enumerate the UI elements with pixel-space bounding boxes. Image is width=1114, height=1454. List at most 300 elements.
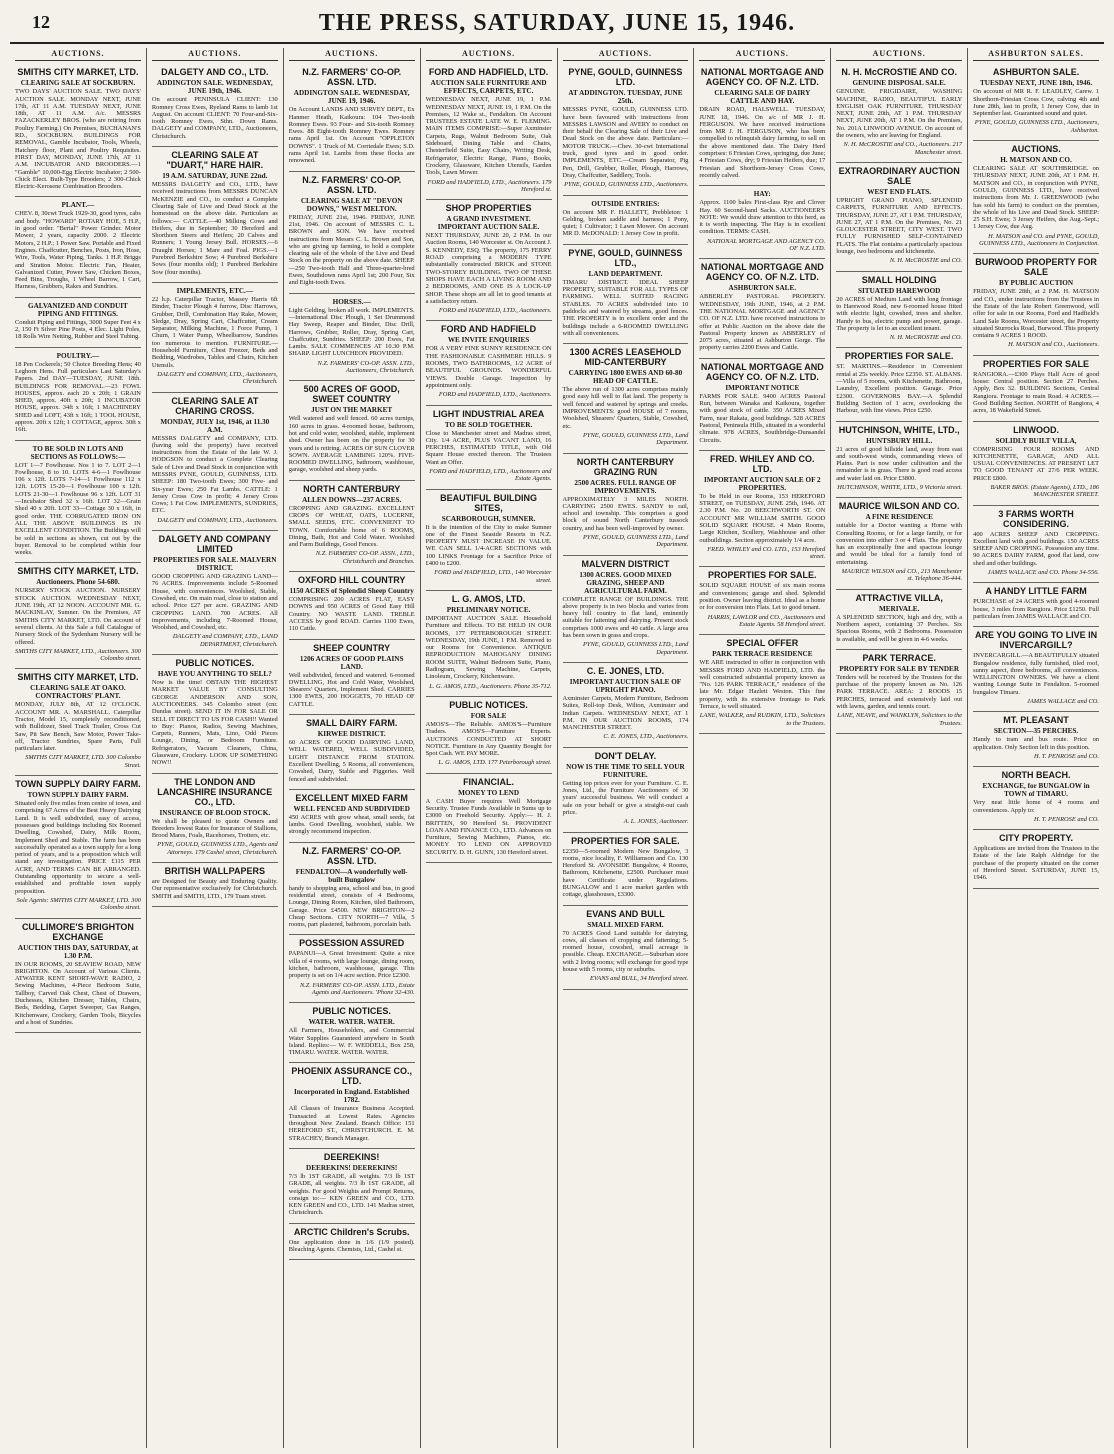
ad-body: All Classes of Insurance Business Accepted. Transacted at Lowest Rates. Agencies throughout New Zealand. Branch Office: 151 HEREFORD ST., CHRISTCHURCH. E. M. STRACHEY, Branch Manager. <box>288 1105 415 1142</box>
ad-title: A HANDY LITTLE FARM <box>985 586 1087 597</box>
ad-subtitle: BY PUBLIC AUCTION <box>999 279 1074 288</box>
ad-title: EXCELLENT MIXED FARM <box>295 792 408 803</box>
ad-body: GENUINE FRIGIDAIRE, WASHING MACHINE, RADIO, BEAUTIFUL EARLY ENGLISH OAK FURNITURE. THURSDAY NEXT, JUNE 20th, AT 1 P.M. THURSDAY NEXT, JUNE 20th, AT 1 P.M. On the Premises, No. 201A LINWOOD AVENUE. On account of the owners, who are leaving for England. <box>836 88 963 140</box>
ad-body: 7/3 lb 1ST GRADE, all weights. 7/3 lb 1ST GRADE, all weights. 7/3 lb 1ST GRADE, all weights. For good Weights and Prompt Returns, consign to:— KEN GREEN and CO., LTD. KEN GREEN and CO., LTD. 141 Madras street, Christchurch. <box>288 1172 415 1217</box>
ad-title: MALVERN DISTRICT <box>581 558 670 569</box>
classified-ad <box>836 272 962 349</box>
classified-ad <box>836 348 962 421</box>
classified-ad <box>15 441 141 564</box>
ad-subtitle: MONDAY, JULY 1st, 1946, at 11.30 A.M. <box>160 417 270 434</box>
classified-ad <box>973 422 1099 506</box>
classified-ad <box>289 1149 415 1224</box>
ad-signature: FORD and HADFIELD, LTD., Auctioneers. <box>438 307 552 315</box>
ad-subtitle: INSURANCE OF BLOOD STOCK. <box>159 808 271 817</box>
ad-body: NURSERY STOCK AUCTION. NURSERY STOCK AUCTION. WEDNESDAY NEXT, JUNE 19th, AT 12 NOON. ACCOUNT MR. G. MACKINLAY, Sumner. On the Premises, AT SMITHS CITY MARKET, LTD. On account of several clients. At this Sale a full Catalogue of Nursery Stock of the Sydenham Nursery will be offered. <box>15 587 141 646</box>
ad-body: DRAIN ROAD, HALSWELL. TUESDAY, JUNE 18, 1946. On a/c of MR J. H. FERGUSON. We have received instructions from MR J. H. FERGUSON, who has been compelled to relinquish dairy farming, to sell on the above mentioned date. The Dairy Herd comprises: 6 Friesian Cows, springing, due June; 4 Friesian Cows, dry; 9 Friesian Heifers, due; 17 Friesian and Shorthorn-Jersey Cross Cows, recently calved. <box>699 106 826 179</box>
ad-subtitle: AUCTION SALE FURNITURE AND EFFECTS, CARPETS, ETC. <box>430 79 547 96</box>
classified-ad <box>699 64 825 186</box>
ad-signature: SMITHS CITY MARKET, LTD. 300 Colombo Street. <box>25 754 141 769</box>
classified-ad <box>699 186 825 259</box>
ad-signature: N. H. McCROSTIE and CO. <box>889 334 963 342</box>
ad-body: SOLID SQUARE HOUSE of six main rooms and conveniences; garage and shed. Splendid position. Owner leaving district. Ideal as a home or for conversion into Flats. Let to good tenant. <box>699 582 826 612</box>
ad-body: INVERCARGILL.—A BEAUTIFULLY situated Bungalow residence, fully furnished, tiled roof, sunny aspect, three bedrooms, all conveniences. WELLINGTON OWNERS. We have a client wanting Lounge Suite in Fendalton. 5-roomed bungalow Timaru. <box>973 652 1099 696</box>
classified-ad <box>973 141 1099 254</box>
ad-signature: FORD and HADFIELD, LTD., Auctioneers. <box>438 391 552 399</box>
ad-subtitle: TO BE SOLD TOGETHER. <box>444 420 533 429</box>
ad-body: CHEV. 8, 30cwt Truck 1929-30, good tyres, cabs and body. "HOWARD" ROTARY HOE, 5 H.P., in good order. "Bertal" Power Grinder. Motor Mower, 2 years, capacity 2000. 2 Electric Motors, 2 H.P.; 1 Power Saw. Portable and Fixed Engines. Chaffcutter, Benches, Posts, Iron, Hose, Wire, Tools, Water Piping, Tanks. 1 H.P. Briggs and Stratton Motor. Electric Fan, Heater, Galvanized Cutter, Power Saw, Chicken Boxes, Feed Bins, Troughs, 1 Wheel Barrow, 1 Cart, Harness, Grubbers, Rakes and Sundries. <box>15 210 141 291</box>
ad-signature: DALGETY and COMPANY, LTD., Auctioneers, Christchurch. <box>157 370 278 386</box>
ad-subtitle: A FINE RESIDENCE <box>865 513 933 522</box>
ad-title: DALGETY AND CO., LTD. <box>161 67 269 78</box>
classified-ad <box>836 64 962 163</box>
column-8 <box>968 48 1104 1448</box>
ad-signature: FRED. WHILEY and CO. LTD., 153 Hereford street. <box>707 545 826 561</box>
ad-title: NORTH CANTERBURY GRAZING RUN <box>576 456 675 477</box>
masthead <box>10 8 1104 44</box>
ad-subtitle: TOWN SUPPLY DAIRY FARM. <box>27 791 129 800</box>
ad-title: THE LONDON AND LANCASHIRE INSURANCE CO., LTD. <box>157 776 273 807</box>
ad-subtitle: NOW IS THE TIME TO SELL YOUR FURNITURE. <box>566 762 685 779</box>
classified-ad <box>289 715 415 790</box>
classified-ad <box>289 1003 415 1063</box>
ad-subtitle: IMPLEMENTS, ETC.— <box>176 286 254 295</box>
ad-subtitle: CLEARING SALE OF DAIRY CATTLE AND HAY. <box>714 89 811 106</box>
ad-body: It is the intention of the City to make Sumner one of the Finest Seaside Resorts in N.Z. PROPERTY MUST INCREASE IN VALUE. WE CAN SELL 1/4-ACRE SECTIONS with 100 LINKS Frontage for a Sacrifice Price of £400 to £200. <box>425 523 552 568</box>
ad-title: SHEEP COUNTRY <box>313 642 391 653</box>
classified-ad <box>15 298 141 348</box>
ad-subtitle: AUCTION THIS DAY, SATURDAY, at 1.30 P.M. <box>17 943 138 960</box>
ad-signature: N.Z. FARMERS' CO-OP. ASSN. LTD., Auctioneers, Christchurch. <box>317 359 415 375</box>
ad-body: A SPLENDID SECTION, high and dry, with a Northern aspect, containing 37 Perches. Six Spacious Rooms, with 2 Bedrooms. Possession is available, and will be given in 4-6 weeks. <box>836 613 963 643</box>
ad-body: 450 ACRES with grow wheat, small seeds, fat lambs. Good Dwelling, woolshed, stable. We strongly recommend inspection. <box>288 813 415 836</box>
ad-body: 21 acres of good hillside land, away from east and south-west winds, commanding views of Plains. Part is now under cultivation and the remainder is in grass. There is good road access and water laid on. Price £3800. <box>836 445 963 482</box>
ad-title: LIGHT INDUSTRIAL AREA <box>432 408 545 419</box>
ad-body: PAPANUI—A Great Investment: Quite a nice villa of 4 rooms, with large lounge, dining room, kitchen, bathroom, washhouse, garage. This property is set on 1/4 acre section. Price £2300. <box>288 950 415 980</box>
ad-body: Light Gelding, broken all work. IMPLEMENTS.—International Disc Plough, 1 Set Drummond Hay Sweep, Reaper and Binder, Disc Drill, Harrows, Grubber, Roller, Dray, Spring Cart, Chaffcutter, Sundries. SHEEP: 200 Ewes, Fat Lambs. SALE COMMENCES AT 10.30 P.M. SHARP. LIGHT LUNCHEON PROVIDED. <box>288 306 415 358</box>
column-7 <box>831 48 968 1448</box>
ad-title: N.Z. FARMERS' CO-OP. ASSN. LTD. <box>302 67 402 88</box>
ad-subtitle: Incorporated in England. Established 1782. <box>293 1088 410 1105</box>
ad-title: SHOP PROPERTIES <box>445 203 532 214</box>
ad-body: Situated only five miles from centre of town, and comprising 67 Acres of the Best Heavy Dairying Land. It is well subdivided, easy of access, possesses good buildings including Six Roomed Dwelling, Cowshed, Dairy, Milk Room, Implement Shed and Stable. The farm has been successfully operated as a town supply for a long period of years, and is a proposition which will stand any investigation. PRICE £115 PER ACRE, AND TERMS CAN BE ARRANGED. Outstanding opportunity to secure a well-established and profitable town supply proposition. <box>15 800 141 895</box>
classified-ad <box>973 254 1099 355</box>
classified-ad <box>289 381 415 480</box>
classified-ad <box>973 712 1099 767</box>
ad-title: ASHBURTON SALE. <box>992 67 1080 78</box>
classified-ad <box>563 64 689 195</box>
ad-body: Very neat little home of 4 rooms and conveniences. Apply to: <box>973 799 1099 814</box>
ad-title: FORD AND HADFIELD <box>440 324 537 335</box>
ad-subtitle: SECTION—35 PERCHES. <box>993 727 1079 736</box>
ad-body: AMOS'S—The Reliable. AMOS'S—Furniture Traders. AMOS'S—Furniture Experts. AUCTIONS CONDUCTED AT SHORT NOTICE. Furniture in Any Quantity Bought for Spot Cash. WE PAY MORE. <box>425 720 552 758</box>
ad-body: IN OUR ROOMS, 20 SEAVIEW ROAD, NEW BRIGHTON. On Account of Various Clients. ATWATER KENT SHORT-WAVE RADIO, 2 Sewing Machines, 4-Piece Bedroom Suite, Tallboy, Carved Oak Chest, Chest of Drawers, Duchesses, Kitchen Dresser, Tables, Chairs, Beds, Bedding, Carpet Sweeper, Gas Ranges, Kitchenware, Crockery, Garden Tools, Bicycles and a host of Sundries. <box>15 960 141 1026</box>
classified-ad <box>563 556 689 663</box>
ad-body: LOT 1—7 Fowlhouse. Nos 1 to 7. LOT 2—1 Fowlhouse, 8 to 10. LOTS 4-6—1 Fowlhouse 106 x 12ft. LOTS 7-14—1 Fowlhouse 112 x 12ft. LOTS 15-20—1 Fowlhouse 100 x 12ft. LOTS 21-30—1 Fowlhouse 96 x 12ft. LOT 31—Incubator Shed 32 x 16ft. LOT 32—Grain Shed 40 x 20ft. LOT 33—Cottage 30 x 16ft, in good order. THE CORRUGATED IRON ON ALL THE ABOVE BUILDINGS IS IN EXCELLENT CONDITION. The Buildings will be sold in sections as shown, cut out by the buyer. Removal to be completed within four weeks. <box>15 461 141 557</box>
ad-body: COMPRISING FOUR ROOMS AND KITCHENETTE, GARAGE, AND ALL USUAL CONVENIENCES. AT PRESENT LET TO GOOD TENANT AT 27/6 PER WEEK. PRICE £800. <box>973 445 1099 482</box>
ad-body: Close to Manchester street and Madras street, City. 1/4 ACRE, PLUS VACANT LAND, 16 PERCHES, ESTIMATED TITLE, with Old Square House erected thereon. The Trustees Want an Offer. <box>425 429 552 466</box>
ad-body: IMPORTANT AUCTION SALE. Household Furniture and Effects. TO BE HELD IN OUR ROOMS, 177 PETERBOROUGH STREET. WEDNESDAY, 19th JUNE, 1 P.M. Removed to our Rooms for Convenience. ANTIQUE REPRODUCTION MAHOGANY DINING ROOM SUITE, Walnut Bedroom Suite, Piano, Radiogram, Sewing Machine, Carpets, Linoleum, Crockery, Kitchenware. <box>425 614 552 681</box>
ad-body: 20 ACRES of Medium Land with long frontage to Harewood Road, new 6-roomed house fitted with electric light, cowshed, trees and shelter. Handy to bus, electric pump and power, garage. The property is let to an excellent tenant. <box>836 295 963 332</box>
ad-title: DALGETY AND COMPANY LIMITED <box>158 534 271 555</box>
ad-subtitle: SITUATED HAREWOOD <box>858 286 941 295</box>
classified-ad <box>836 498 962 589</box>
ad-signature: N. H. McCROSTIE and CO. <box>889 257 963 265</box>
ad-body: Conduit Piping and Fittings, 3000 Super Feet 4 x 2, 150 Ft Silver Pine Posts, 4 Elec. Light Poles, 18 Rolls Wire Netting, Rubber and Steel Tubing. <box>15 318 141 341</box>
ad-signature: NATIONAL MORTGAGE AND AGENCY CO. OF N.Z. LTD. <box>707 237 826 253</box>
ad-title: NORTH CANTERBURY <box>303 483 401 494</box>
ad-subtitle: HAY: <box>753 190 771 199</box>
ad-body: Approx. 1100 bales First-class Rye and Clover Hay. 60 Second-hand Sacks. AUCTIONEER'S NOTE: We would draw attention to this herd, as it is worth inspecting. The Hay is in excellent condition. TERMS: CASH. <box>699 199 826 236</box>
ad-subtitle: AT ADDINGTON. TUESDAY, JUNE 25th. <box>568 89 683 106</box>
ad-subtitle: 1300 ACRES. GOOD MIXED GRAZING, SHEEP AND AGRICULTURAL FARM. <box>579 570 672 595</box>
classified-ad <box>973 583 1099 627</box>
ad-title: 3 FARMS WORTH CONSIDERING. <box>998 508 1074 529</box>
ad-body: One application done in 1/6 (1/9 posted). Bleaching Agents. Chemists, Ltd., Cashel st. <box>288 1238 415 1254</box>
classified-ad <box>426 321 552 405</box>
column-3 <box>284 48 421 1448</box>
ad-signature: JAMES WALLACE and CO. <box>1027 698 1099 706</box>
ad-signature: FORD and HADFIELD, LTD., Auctioneers. 179 Hereford st. <box>427 178 552 193</box>
ad-body: Well watered and well fenced. 60 acres turnips, 160 acres in grass. 4-roomed house, bathroom, hot and cold water, woolshed, stable, implement shed. Owner has been on the property for 30 years and is retiring. ACRES OF SUN CLOVER SOWN. AVERAGE LAMBING 120%. FIVE-ROOMED DWELLING, bathroom, washhouse, garage, woolshed and sheep yards. <box>288 415 415 474</box>
ad-title: EXTRAORDINARY AUCTION SALE <box>838 165 960 186</box>
classified-ad <box>15 348 141 441</box>
ad-subtitle: 1150 ACRES of Splendid Sheep Country <box>289 587 414 596</box>
classified-ad <box>973 767 1099 830</box>
ad-body: suitable for a Doctor wanting a Home with Consulting Rooms, or for a large family, or for conversion into either 3 or 4 Flats. The property has an exceptionally fine and spacious lounge and would be ideal for a family fond of entertaining. <box>836 522 963 566</box>
ad-title: PROPERTIES FOR SALE. <box>844 351 954 362</box>
ad-title: FINANCIAL. <box>463 776 515 787</box>
ad-signature: H. MATSON and CO. and PYNE, GOULD, GUINNESS LTD., Auctioneers in Conjunction. <box>979 232 1099 248</box>
ad-body: MESSRS PYNE, GOULD, GUINNESS LTD. have been favoured with instructions from MESSRS LAWSON and AVERY to conduct on their behalf the Clearing Sale of their Live and Dead Stock on the above date. Particulars:— MOTOR TRUCK.—Chev. 30-cwt International truck, good tyres and in good order. IMPLEMENTS, ETC.—Cream Separator, Pig Pen, Drill, Grubber, Roller, Plough, Harrows, Dray, Chaffcutter, Saddlery, Tools. <box>562 106 689 179</box>
ad-body: Handy to tram and bus route. Price on application. Only Section left in this position. <box>973 736 1099 751</box>
ad-body: 400 ACRES SHEEP AND CROPPING. Excellent land with good buildings. 150 ACRES SHEEP AND CROPPING. Possession any time. 90 ACRES DAIRY FARM, good flat land, cow shed and other buildings. <box>973 530 1099 567</box>
ad-subtitle: FENDALTON—A wonderfully well-built Bungalow <box>295 867 408 884</box>
ad-body: FOR A VERY FINE SUNNY RESIDENCE ON THE FASHIONABLE CASHMERE HILLS. 9 ROOMS, TWO BATHROOMS, 1/2 ACRE of BEAUTIFUL GROUNDS. WONDERFUL VIEWS. Double Garage. Inspection by appointment only. <box>425 345 552 389</box>
ad-subtitle: OUTSIDE ENTRIES: <box>591 199 660 208</box>
classified-ad <box>426 591 552 697</box>
classified-ad <box>289 1063 415 1148</box>
classified-ad <box>699 259 825 358</box>
ad-body: NEXT THURSDAY, JUNE 20, 2 P.M. In our Auction Rooms, 140 Worcester st. On Account J. S. KENNEDY, ESQ. The property, 175 FERRY ROAD comprising a MODERN TYPE substantially constructed BRICK and STONE TWO-STOREY BUILDING. TWO OF THESE SHOPS HAVE EACH A LIVING ROOM AND 2 BEDROOMS, AND ONE IS A LOCK-UP SHOP. These shops are all let to good tenants at a satisfactory return. <box>425 232 552 305</box>
ad-title: N. H. McCROSTIE AND CO. <box>841 67 958 78</box>
ad-title: N.Z. FARMERS' CO-OP. ASSN. LTD. <box>302 845 402 866</box>
ad-title: EVANS AND BULL <box>586 908 665 919</box>
ad-body: £2350—5-roomed Modern New Bungalow, 3 rooms, nice locality, F. Williamson and Co. 130 Hereford St. AVONSIDE Bungalow, 4 Rooms, Bathroom, Kitchenette, £2500. Purchaser must have Certificate under Regulations. BUNGALOW and 1 acre market garden with cottage, glasshouses, £3300. <box>562 847 689 899</box>
classified-ad <box>973 506 1099 584</box>
classified-ad <box>289 294 415 382</box>
ad-subtitle: FOR SALE <box>470 711 507 720</box>
ad-subtitle: SMALL MIXED FARM. <box>587 920 664 929</box>
ad-body: MESSRS DALGETY and CO., LTD., have received instructions from MESSRS DUNCAN McKENZIE and CO., to conduct a Complete Clearing Sale of Live and Dead Stock at the homestead on the above date. Particulars as follows:— CATTLE.—40 Milking Cows and Heifers, due in September; 30 Hereford and Shorthorn Steers and Heifers; 20 Calves and Runners; 1 Young Jersey Bull. HORSES.—6 Draught Horses; 1 Mare and Foal. PIGS.—1 Purebred Berkshire Sow; 4 Purebred Berkshire Sows (four months old); 1 Purebred Berkshire Sow (four months). <box>151 181 278 276</box>
section-heading: AUCTIONS. <box>563 48 689 61</box>
ad-signature: PYNE, GOULD, GUINNESS LTD., Auctioneers. <box>564 181 689 189</box>
ad-title: FORD AND HADFIELD, LTD. <box>428 67 549 78</box>
ad-body: UPRIGHT GRAND PIANO, SPLENDID CARPETS, FURNITURE AND EFFECTS. THURSDAY, JUNE 27, AT 1 P.M. THURSDAY, JUNE 27, AT 1 P.M. On the Premises, No. 21 GLOUCESTER STREET, CITY WEST. TWO FULLY FURNISHED SELF-CONTAINED FLATS. The Flat contains a particularly spacious lounge, two bedrooms and kitchenette. <box>836 196 963 256</box>
ad-body: 22 h.p. Caterpillar Tractor, Massey Harris 6ft Binder, Tractor Plough 4 furrow, Disc Harrows, Grubber, Drill, Combination Hay Rake, Mower, Sledge, Dray, Spring Cart, Chaffcutter, Cream Separator, Milking Machine, 1 Force Pump, 1 Churn, 1 Water Pump, Wheelbarrow, Sundries too numerous to mention. FURNITURE.—Household Furniture, Chest Freezer, Beds and Bedding, Wardrobes, Tables and Chairs, Kitchen Utensils. <box>151 295 278 369</box>
ad-subtitle: 19 A.M. SATURDAY, JUNE 22nd. <box>162 172 268 181</box>
ad-body: 60 ACRES OF GOOD DAIRYING LAND, WELL WATERED, WELL SUBDIVIDED, LIGHT DISTANCE FROM STATION. Excellent Dwelling, 5 Rooms, all conveniences, Cowshed, Dairy, Stable and Piggeries. Well fenced and subdivided. <box>288 739 415 783</box>
ad-subtitle: CLEARING SALE AT SOCKBURN. <box>20 79 136 88</box>
ad-title: ARE YOU GOING TO LIVE IN INVERCARGILL? <box>974 630 1098 651</box>
classified-ad <box>152 147 278 283</box>
ad-title: LINWOOD. <box>1013 424 1060 435</box>
ad-body: are Designed for Beauty and Enduring Quality. Our representative exclusively for Christchurch. SMITH and SMITH, LTD., 179 Tuam street. <box>151 878 278 900</box>
classified-ad <box>563 245 689 344</box>
ad-title: FRED. WHILEY AND CO. LTD. <box>710 453 815 474</box>
ad-signature: MAURICE WILSON and CO., 213 Manchester st. Telephone 36-444. <box>841 568 963 583</box>
ad-body: COMPRISING 200 ACRES FLAT, EASY DOWNS and 950 ACRES of Good Easy Hill Country. NO WASTE LAND. TREBLE ACCESS by good ROAD. Carries 1100 Ewes, 110 Cattle. <box>288 596 415 633</box>
classified-ad <box>973 356 1099 422</box>
classified-ad <box>152 531 278 655</box>
ad-signature: Sole Agents: SMITHS CITY MARKET, LTD. 300 Colombo street. <box>16 896 141 912</box>
ad-title: SMITHS CITY MARKET, LTD. <box>17 566 139 577</box>
ad-body: FRIDAY, JUNE 21st, 1946. FRIDAY, JUNE 21st, 1946. On account of MESSRS C. L. BROWN and SON. We have received instructions from Messrs C. L. Brown and Son, who are giving up farming, to hold a complete clearing sale of the whole of the Live and Dead Stock on the property on the above date. SHEEP.—250 Two-tooth Half and Three-quarter-bred Ewes, Southdown rams April 1st; 200 Four, Six and Eight-tooth Ewes. <box>288 213 415 287</box>
ad-subtitle: 1206 ACRES OF GOOD PLAINS LAND. <box>299 654 404 671</box>
classified-ad <box>289 843 415 936</box>
column-1 <box>10 48 147 1448</box>
ad-title: ATTRACTIVE VILLA, <box>855 592 943 603</box>
ad-title: NATIONAL MORTGAGE AND AGENCY CO. OF N.Z. LTD. <box>700 361 824 382</box>
classified-ad <box>563 344 689 453</box>
ad-signature: EVANS and BULL, 34 Hereford street. <box>589 975 689 983</box>
classified-ad <box>836 422 962 499</box>
column-5 <box>558 48 695 1448</box>
ad-title: SMITHS CITY MARKET, LTD. <box>17 67 139 78</box>
ad-title: N.Z. FARMERS' CO-OP. ASSN. LTD. <box>302 174 402 195</box>
ad-subtitle: ASHBURTON SALE. <box>728 284 797 293</box>
column-2 <box>147 48 284 1448</box>
ad-title: PROPERTIES FOR SALE <box>983 358 1090 369</box>
ad-title: L. G. AMOS, LTD. <box>451 593 526 604</box>
classified-ad <box>699 635 825 734</box>
columns-container <box>10 48 1104 1448</box>
ad-title: NATIONAL MORTGAGE AND AGENCY CO. OF N.Z. LTD. <box>700 67 824 88</box>
ad-subtitle: MONEY TO LEND <box>458 788 520 797</box>
classified-ad <box>563 196 689 245</box>
ad-subtitle: HORSES.— <box>332 297 371 306</box>
ad-title: NORTH BEACH. <box>1001 770 1071 781</box>
ad-title: TOWN SUPPLY DAIRY FARM. <box>15 779 141 790</box>
ad-title: PROPERTIES FOR SALE. <box>571 835 680 846</box>
ad-body: GOOD CROPPING AND GRAZING LAND—76 ACRES. Improvements include 5-Roomed House, with conveniences. Woolshed, Stable, Cowshed, etc. On main road, close to station and school. Price £27 per acre. GRAZING AND CROPPING LAND. 700 ACRES. All improvements, including 7-Roomed House, Woolshed, and Cowshed, etc. <box>151 573 278 632</box>
ad-title: CULLIMORE'S BRIGHTON EXCHANGE <box>21 921 134 942</box>
ad-subtitle: EXCHANGE, for BUNGALOW in TOWN of TIMARU. <box>982 782 1090 799</box>
classified-ad <box>563 663 689 748</box>
ad-signature: DALGETY and COMPANY, LTD., LAND DEPARTMENT, Christchurch. <box>172 633 278 648</box>
ad-subtitle: CLEARING SALE AT "DEVON DOWNS," WEST MELTON. <box>300 196 403 213</box>
ad-body: FRIDAY, JUNE 28th, at 2 P.M. H. MATSON and CO., under instructions from the Trustees in the Estate of the late Robert Greenwood, will offer for sale in our Rooms, Ford and Hadfield's Land Sale Rooms, Worcester street, the Property situated Sturrocks Road, Burwood. This property contains 9 ACRES 1 ROOD. <box>973 288 1099 340</box>
ad-subtitle: A GRAND INVESTMENT. IMPORTANT AUCTION SALE. <box>437 215 540 232</box>
classified-ad <box>426 697 552 774</box>
ad-title: CITY PROPERTY. <box>999 833 1073 844</box>
classified-ad <box>152 863 278 907</box>
classified-ad <box>289 172 415 294</box>
classified-ad <box>15 669 141 776</box>
ad-signature: N.Z. FARMERS' CO-OP. ASSN., LTD., Christchurch and Branches. <box>315 550 415 565</box>
ad-signature: C. E. JONES, LTD., Auctioneers. <box>603 733 689 741</box>
ad-body: TWO DAYS' AUCTION SALE. TWO DAYS' AUCTION SALE. MONDAY NEXT, JUNE 17th, AT 11 A.M. TUESDAY NEXT, JUNE 18th, AT 11 A.M. A/c. MESSRS FAZACKERLEY BROS. (who are retiring from Poultry Farming.) On Premises, BUCHANAN'S RD., SOCKBURN. BUILDINGS FOR REMOVAL, Gamble Incubator, Tools, Wheels, Hatchery floor, Plant and Poultry Requisites. FIRST DAY, MONDAY, JUNE 17th, AT 11 A.M. INCUBATOR AND BROODERS.—1 "Gamble" 10,000-Egg Electric Incubator; 2 500-Chick Elect. Built-Type Brooders; 2 300-Chick Electric-Kerosene Combination Brooders. <box>15 88 141 191</box>
section-heading: AUCTIONS. <box>699 48 825 61</box>
ad-subtitle: TO BE SOLD IN LOTS AND SECTIONS AS FOLLOWS:— <box>30 444 126 461</box>
ad-title: POSSESSION ASSURED <box>299 938 405 949</box>
classified-ad <box>152 283 278 393</box>
ad-subtitle: PROPERTY FOR SALE BY TENDER <box>839 664 960 673</box>
ad-subtitle: CARRYING 1800 EWES AND 60-80 HEAD OF CATTLE. <box>568 369 683 386</box>
classified-ad <box>426 64 552 200</box>
ad-body: WEDNESDAY NEXT, JUNE 19, 1 P.M. WEDNESDAY NEXT, JUNE 19, 1 P.M. On the Premises, 12 Wake st., Fendalton. On Account TRUSTEES ESTATE LATE W. E. FLEMING. MAIN ITEMS COMPRISE:—Super Axminster Carpets, Rugs, Walnut Bedroom Suite, Oak Sideboard, Dining Table and Chairs, Chesterfield Suite, Easy Chairs, Writing Desk, Refrigerator, Electric Range, Piano, Books, Crockery, Glassware, Kitchen Utensils, Garden Tools, Lawn Mower. <box>425 96 552 177</box>
ad-body: On Account LANDS AND SURVEY DEPT., Ex Hanmer Heath, Kaikoura: 104 Two-tooth Romney Ewes. 93 Four- and Six-tooth Romney Ewes. 88 Eight-tooth Romney Ewes. Romney rams April 1st. On Account "OPPLETON DOWNS". 1 Truck of M. Corriedale Ewes; S.D. rams April 1st. Lambs from these flocks are renowned. <box>288 106 415 165</box>
classified-ad <box>15 919 141 1034</box>
ad-subtitle: HAVE YOU ANYTHING TO SELL? <box>157 670 272 679</box>
classified-ad <box>152 774 278 863</box>
ad-subtitle: WATER. WATER. WATER. <box>308 1018 395 1027</box>
column-4 <box>421 48 558 1448</box>
ad-title: DON'T DELAY. <box>594 750 657 761</box>
ad-signature: N.Z. FARMERS' CO-OP. ASSN. LTD., Estate Agents and Auctioneers. 'Phone 32-430. <box>299 981 415 996</box>
classified-ad <box>152 393 278 532</box>
ad-signature: PYNE, GOULD, GUINNESS LTD., Auctioneers, Ashburton. <box>974 119 1099 134</box>
ad-title: PROPERTIES FOR SALE. <box>708 570 817 581</box>
ad-signature: PYNE, GOULD, GUINNESS LTD., Agents and Attorneys. 179 Cashel street, Christchurch. <box>157 841 278 856</box>
ad-signature: JAMES WALLACE and CO. Phone 34-556. <box>987 569 1099 577</box>
ad-title: PARK TERRACE. <box>862 652 936 663</box>
ad-body: The above run of 1300 acres comprises mainly good easy hill well to flat land. The property is well fenced and watered by springs and creeks. IMPROVEMENTS: good HOUSE of 7 rooms, Woolshed, Shearers' Quarters, Stable, Cowshed, etc. <box>562 386 689 430</box>
ad-subtitle: TUESDAY NEXT, JUNE 18th, 1946. <box>979 79 1093 88</box>
ad-signature: LANE, WALKER, and RUDKIN, LTD., Solicitors to the Trustees. <box>699 712 826 727</box>
ad-title: PHOENIX ASSURANCE CO., LTD. <box>291 1066 413 1087</box>
column-6 <box>694 48 831 1448</box>
classified-ad <box>289 1224 415 1261</box>
ad-signature: H. T. PENROSE and CO. <box>1033 815 1099 823</box>
ad-body: Now is the time! OBTAIN THE HIGHEST MARKET VALUE BY CONSULTING GEORGE ANDERSON AND SON, AUCTIONEERS. 345 Colombo street (cnr. Dundas street). SEND IT IN FOR SALE OR SELL IT DIRECT TO US FOR CASH!! Wanted to Buy: Pianos, Radios, Sewing Machines, Carpets, Runners, Mats, Lino, Odd Pieces Lounge, Dining, or Bedroom Furniture. Refrigerators, Vacuum Cleaners, China, Glassware, Crockery. LOOK UP SOMETHING NOW!! <box>151 679 278 767</box>
ad-signature: HUTCHINSON, WHITE, LTD., 9 Victoria street. <box>837 483 963 491</box>
classified-ad <box>426 406 552 490</box>
ad-body: ST. MARTINS.—Residence in Convenient rental at 25s weekly. Price £2350. ST. ALBANS.—Villa of 5 rooms, with Kitchenette, Bathroom, Laundry, Excellent position. Garage. Price £2300. GOVERNORS BAY.—A Splendid Building Section of 1 acre, overlooking the Harbour, with fine views. Price £250. <box>836 363 963 415</box>
classified-ad <box>289 572 415 639</box>
ad-title: PYNE, GOULD, GUINNESS LTD., <box>568 247 683 268</box>
ad-signature: FORD and HADFIELD, LTD., Auctioneers and Estate Agents. <box>429 467 552 483</box>
ad-body: ABBERLEY PASTORAL PROPERTY. WEDNESDAY, 19th JUNE, 1946, at 2 P.M. THE NATIONAL MORTGAGE and AGENCY CO. OF N.Z. LTD. have received instructions to offer at Public Auction on the above date the Pastoral Property known as ABBERLEY of 2075 acres, situated at Ashburton Gorge. The property carries 2200 Ewes and Cattle. <box>699 293 826 352</box>
classified-ad <box>699 567 825 635</box>
ad-subtitle: PROPERTIES FOR SALE. MALVERN DISTRICT. <box>153 556 277 573</box>
ad-title: OXFORD HILL COUNTRY <box>297 575 406 586</box>
ad-subtitle: ADDINGTON SALE. WEDNESDAY, JUNE 19th, 1946. <box>156 79 273 96</box>
classified-ad <box>289 790 415 843</box>
classified-ad <box>15 197 141 297</box>
section-heading: AUCTIONS. <box>426 48 552 61</box>
classified-ad <box>973 64 1099 141</box>
ad-title: BRITISH WALLPAPERS <box>164 866 265 877</box>
ad-subtitle: DEEREKINS! DEEREKINS! <box>306 1163 398 1172</box>
ad-body: On account MR F. HALLETT, Prebbleton: 1 Gelding, broken saddle and harness; 1 Pony, quiet; 1 Cultivator; 1 Lawn Mower. On account MR D. McDONALD: 1 Jersey Cow in profit. <box>562 208 689 238</box>
ad-title: NATIONAL MORTGAGE AND AGENCY CO. OF N.Z. LTD. <box>700 262 824 283</box>
ad-subtitle: ALLEN DOWNS—237 ACRES. <box>302 495 402 504</box>
ad-title: SPECIAL OFFER <box>726 638 799 649</box>
ad-title: HUTCHINSON, WHITE, LTD., <box>838 424 960 435</box>
newspaper-title: THE PRESS, SATURDAY, JUNE 15, 1946. <box>318 10 796 36</box>
classified-ad <box>699 359 825 451</box>
ad-title: DEEREKINS! <box>323 1151 380 1162</box>
ad-subtitle: POULTRY.— <box>56 351 100 360</box>
ad-body: APPROXIMATELY 3 MILES NORTH. CARRYING 2500 EWES. SANDY to rail, school and township. This comprises a good block of sound North Canterbury tussock country, and has been well-improved by owner. <box>562 495 689 532</box>
ad-signature: FORD and HADFIELD, LTD., 140 Worcester street. <box>434 569 552 584</box>
section-heading: AUCTIONS. <box>15 48 141 61</box>
classified-ad <box>836 163 962 272</box>
classified-ad <box>836 650 962 734</box>
ad-signature: N. H. McCROSTIE and CO., Auctioneers. 217 Manchester street. <box>843 141 963 156</box>
ad-title: 1300 ACRES LEASEHOLD MID-CANTERBURY <box>569 347 682 368</box>
ad-body: FARMS FOR SALE. 9400 ACRES Pastoral Run, between Wanaka and Kaikoura, together with good stock of cattle. 350 ACRES Mixed Farm, near Rakaia, good buildings. 528 ACRES Pastoral, Peninsula Hills, situated in a wonderful climate. 978 ACRES, Southbridge-Dunsandel Circuits. <box>699 392 826 444</box>
ad-signature: HARRIS, LAWLOR and CO., Auctioneers and Estate Agents. 58 Hereford street. <box>707 613 826 628</box>
classified-ad <box>973 830 1099 888</box>
classified-ad <box>699 451 825 568</box>
classified-ad <box>152 655 278 774</box>
ad-body: RANGIORA.—£300 Plays Half Acre of good house: Central position. Section 27 Perches. Apply, Box 32. BUILDING Sections, Central Rangiora. Frontage to main Road. 4 ACRES.—Good Building Section. NORTH of Rangiora, 4 acres, 18 Wakefield Street. <box>973 370 1099 415</box>
ad-body: We shall be pleased to quote Owners and Breeders lowest Rates for Insurance of Stallions, Brood Mares, Foals, Racehorses, Trotters, etc. <box>151 817 278 840</box>
ad-signature: DALGETY and COMPANY, LTD., Auctioneers. <box>157 516 278 524</box>
ad-signature: PYNE, GOULD, GUINNESS LTD., Land Department. <box>583 641 689 656</box>
ad-title: MT. PLEASANT <box>1003 715 1069 726</box>
ad-title: MAURICE WILSON AND CO. <box>838 501 960 512</box>
ad-body: Getting top prices ever for your Furniture. C. E. Jones, Ltd., the Furniture Auctioneers of 30 years' successful business. We will conduct a sale on your behalf or give a straight-out cash price. <box>562 779 689 816</box>
ad-subtitle: GENUINE DISPOSAL SALE. <box>852 79 946 88</box>
ad-subtitle: PRELIMINARY NOTICE. <box>446 605 531 614</box>
ad-subtitle: HUNTSBURY HILL. <box>866 436 933 445</box>
section-heading: AUCTIONS. <box>152 48 278 61</box>
ad-subtitle: CLEARING SALE AT OAKO. CONTRACTORS' PLANT. <box>30 684 126 701</box>
ad-body: 70 ACRES Good Land suitable for dairying, cows, all classes of cropping and fattening; 5-roomed house, cowshed, small acreage is possible. Cheap. EXCHANGE.—Suburban store with 2 living rooms; will exchange for good type house with 5 rooms, city or suburbs. <box>562 929 689 974</box>
ad-title: SMALL DAIRY FARM. <box>306 718 398 729</box>
ad-body: All Farmers, Householders, and Commercial Water Supplies Guaranteed anywhere in South Island. Replies:— W. F. WEDDELL, Box 258, TIMARU. WATER. WATER. WATER. <box>288 1027 415 1057</box>
ad-body: COMPLETE RANGE OF BUILDINGS. THE above property is in two blocks and varies from heavy hill country to flat land, eminently suitable for fattening and dairying. Present stock comprises 1000 ewes and 40 cattle. A large area has been sown in grass and crops. <box>562 595 689 640</box>
ad-subtitle: H. MATSON AND CO. <box>1000 156 1072 165</box>
ad-body: On account of MR R. F. LEADLEY, Carew. 1 Shorthorn-Friesian Cross Cow, calving 4th and June 28th, last in profit, 1 Jersey Cow, due in September last. Guaranteed sound and quiet. <box>973 88 1099 118</box>
section-heading: ASHBURTON SALES. <box>973 48 1099 61</box>
ad-body: Tenders will be received by the Trustees for the purchase of the property known as No. 126 PARK TERRACE. AREA: 2 ROODS 15 PERCHES, terraced and extensively laid out with lawns, garden, and tennis court. <box>836 673 963 711</box>
ad-body: MESSRS DALGETY and COMPANY, LTD. (having sold the property) have received instructions from the Estate of the late W. J. HODGSON to conduct a Complete Clearing Sale of Live and Dead Stock in conjunction with MESSRS PYNE, GOULD, GUINNESS, LTD. SHEEP: 180 Two-tooth Ewes; 300 Five- and Six-year Ewes; 250 Fat Lambs. CATTLE: 1 Jersey Cross Cow in profit; 4 Jersey Cross Cows; 1 Fat Cow. IMPLEMENTS, SUNDRIES, ETC. <box>151 434 278 515</box>
classified-ad <box>15 776 141 918</box>
classified-ad <box>426 490 552 591</box>
section-heading: AUCTIONS. <box>836 48 962 61</box>
ad-body: To be Held in our Rooms, 153 HEREFORD STREET, on TUESDAY, JUNE 25th, 1946. AT 2.30 P.M. No. 20 BEECHWORTH ST. ON ACCOUNT MR WILLIAM SMITH. GOOD SOLID SQUARE HOUSE. 4 Main Rooms, Large Kitchen, Scullery, Washhouse and other outbuildings. Section approximately 1/4 acre. <box>699 492 826 544</box>
ad-body: CROPPING AND GRAZING. EXCELLENT CROPS OF WHEAT, OATS, LUCERNE, SMALL SEEDS, ETC. CONVENIENT TO TOWN. Comfortable home of 6 ROOMS, Dining, Bath, Hot and Cold Water. Woolshed and Farm Buildings, Good Fences. <box>288 504 415 549</box>
ad-subtitle: WEST END FLATS. <box>867 187 932 196</box>
ad-signature: L. G. AMOS, LTD. 177 Peterborough street. <box>438 759 552 767</box>
ad-body: CLEARING SALE AT SOUTHBRIDGE. on THURSDAY NEXT, JUNE 20th, AT 1 P.M. H. MATSON and CO., in conjunction with PYNE, GOULD, GUINNESS LTD., have received instructions from Mr. J. GREENWOOD (who has sold his farm) to conduct on the premises, the whole of his Live and Dead Stock. SHEEP: 25 S.H. Ewes; 3 Jersey Heifers, due Aug.-Sept.; 1 Jersey Cow, due Aug. <box>973 165 1099 231</box>
ad-subtitle: ADDINGTON SALE. WEDNESDAY, JUNE 19, 1946. <box>293 89 410 106</box>
classified-ad <box>15 64 141 197</box>
ad-title: BEAUTIFUL BUILDING SITES, <box>440 492 537 513</box>
ad-title: PUBLIC NOTICES. <box>175 658 255 669</box>
ad-subtitle: IMPORTANT NOTICE <box>725 383 800 392</box>
ad-signature: L. G. AMOS, LTD., Auctioneers. Phone 35-712. <box>429 682 552 690</box>
classified-ad <box>152 64 278 147</box>
ad-title: SMALL HOLDING <box>861 274 937 285</box>
ad-title: C. E. JONES, LTD. <box>586 665 665 676</box>
ad-subtitle: LAND DEPARTMENT. <box>588 269 663 278</box>
ad-title: SMITHS CITY MARKET, LTD. <box>17 672 139 683</box>
ad-subtitle: Auctioneers. Phone 54-680. <box>36 578 120 587</box>
ad-signature: PYNE, GOULD, GUINNESS LTD., Land Department. <box>583 533 689 549</box>
ad-signature: BAKER BROS. (Estate Agents), LTD., 186 MANCHESTER STREET. <box>990 483 1099 499</box>
ad-subtitle: IMPORTANT AUCTION SALE OF 2 PROPERTIES. <box>704 475 821 492</box>
ad-subtitle: PARK TERRACE RESIDENCE <box>712 650 813 659</box>
ad-title: CLEARING SALE AT "DUART," HARE HAIR. <box>166 150 264 171</box>
ad-title: CLEARING SALE AT CHARING CROSS. <box>171 395 259 416</box>
ad-subtitle: PLANT.— <box>61 201 95 210</box>
classified-ad <box>563 833 689 906</box>
classified-ad <box>563 906 689 990</box>
